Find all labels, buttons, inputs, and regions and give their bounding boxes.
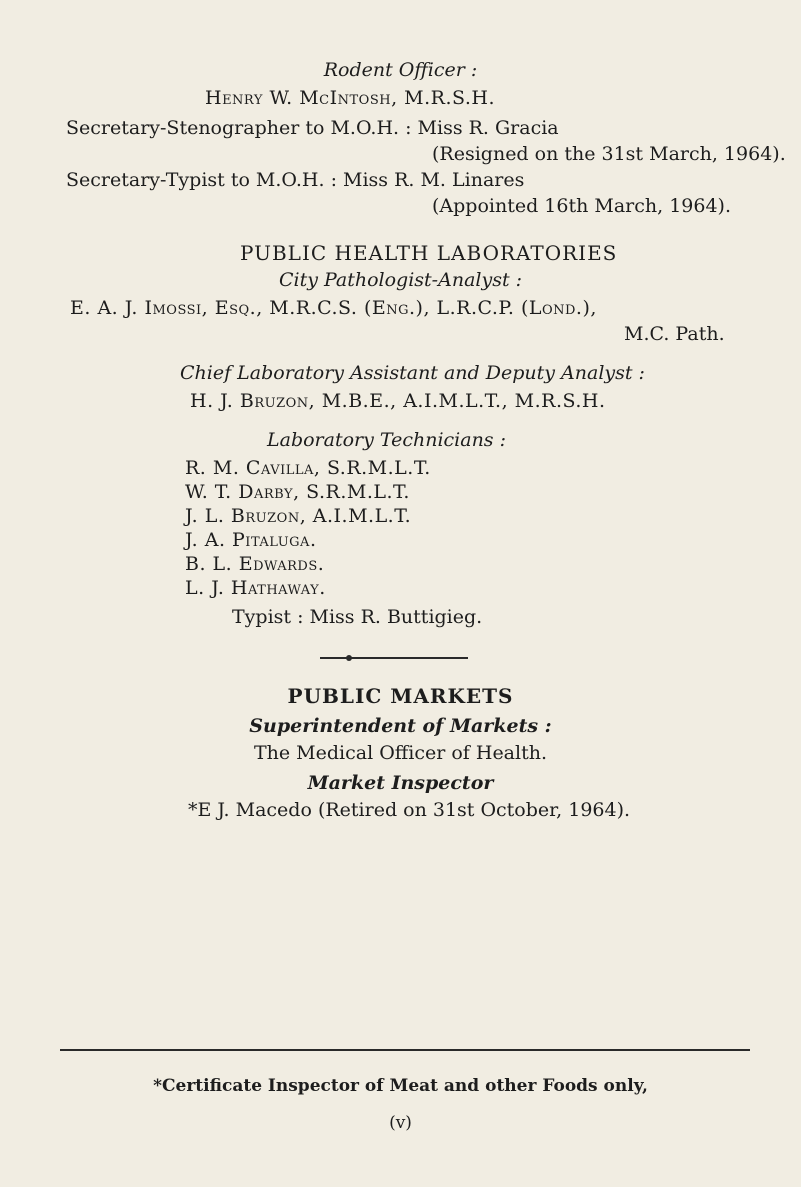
inspector-name: *E J. Macedo (Retired on 31st October, 1964).: [188, 799, 631, 821]
steno-line-2: (Resigned on the 31st March, 1964).: [432, 143, 786, 165]
page-number: (v): [389, 1113, 412, 1133]
pathologist-line-2: M.C. Path.: [624, 323, 725, 345]
divider-dot: [346, 655, 352, 661]
superintendent-name: The Medical Officer of Health.: [253, 742, 547, 764]
laboratories-heading: PUBLIC HEALTH LABORATORIES: [240, 241, 618, 265]
pathologist-line-1: E. A. J. Imossi, Esq., M.R.C.S. (Eng.), L.R.C.P. (Lond.),: [70, 297, 597, 319]
technician-item: J. A. Pitaluga.: [185, 529, 317, 551]
markets-heading: PUBLIC MARKETS: [287, 684, 514, 708]
lab-typist: Typist : Miss R. Buttigieg.: [232, 606, 483, 628]
pathologist-title: City Pathologist-Analyst :: [278, 269, 523, 291]
divider-bar: [320, 657, 468, 659]
technician-item: L. J. Hathaway.: [185, 577, 326, 599]
inspector-title: Market Inspector: [307, 772, 494, 794]
chief-assistant-title: Chief Laboratory Assistant and Deputy Analyst :: [180, 362, 645, 384]
section-divider-ornament: [320, 655, 468, 661]
footnote: *Certificate Inspector of Meat and other Foods only,: [153, 1076, 648, 1096]
typist-line-2: (Appointed 16th March, 1964).: [432, 195, 732, 217]
technician-item: J. L. Bruzon, A.I.M.L.T.: [185, 505, 412, 527]
technician-item: W. T. Darby, S.R.M.L.T.: [185, 481, 410, 503]
typist-line-1: Secretary-Typist to M.O.H. : Miss R. M. Linares: [66, 169, 525, 191]
rodent-officer-title: Rodent Officer :: [323, 59, 478, 81]
steno-line-1: Secretary-Stenographer to M.O.H. : Miss R. Gracia: [66, 117, 559, 139]
technician-item: B. L. Edwards.: [185, 553, 325, 575]
superintendent-title: Superintendent of Markets :: [249, 715, 552, 737]
technician-item: R. M. Cavilla, S.R.M.L.T.: [185, 457, 431, 479]
footnote-rule: [60, 1049, 750, 1051]
technicians-title: Laboratory Technicians :: [267, 429, 506, 451]
rodent-officer-name: Henry W. McIntosh, M.R.S.H.: [205, 87, 495, 109]
chief-assistant-name: H. J. Bruzon, M.B.E., A.I.M.L.T., M.R.S.H.: [190, 390, 606, 412]
